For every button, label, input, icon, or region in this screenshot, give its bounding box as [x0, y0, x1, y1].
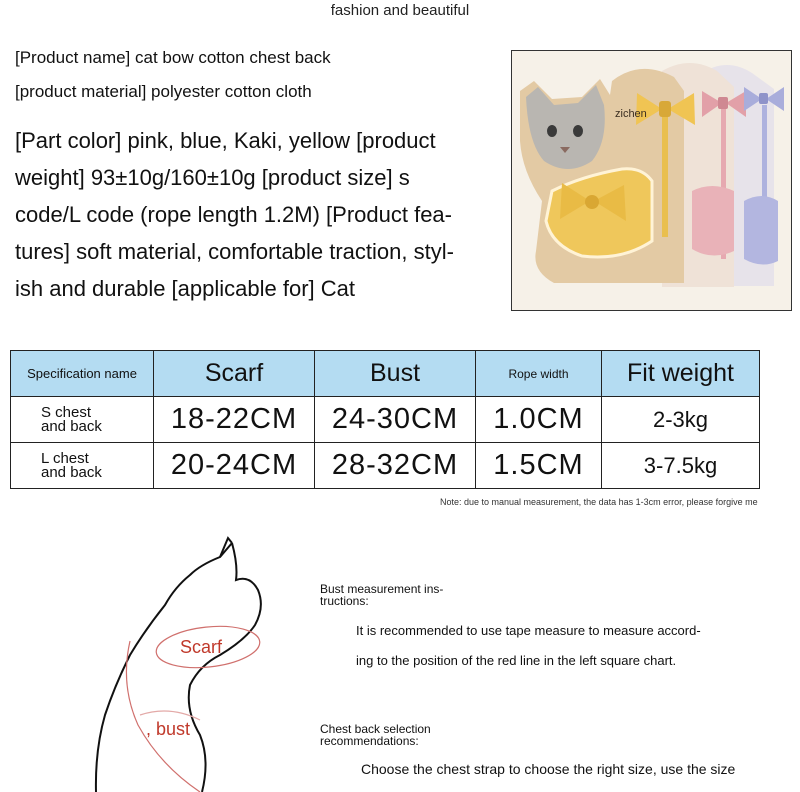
details-line: ish and durable [applicable for] Cat [15, 276, 355, 301]
row-name-line: L chest [41, 449, 89, 467]
row-name-line: and back [41, 463, 102, 481]
bust-instructions-line: ing to the position of the red line in the left square chart. [356, 653, 677, 668]
cell-rope: 1.5CM [476, 443, 602, 489]
bust-instructions-line: It is recommended to use tape measure to measure accord- [356, 623, 701, 638]
table-row [11, 443, 760, 489]
cell-weight: 3-7.5kg [602, 443, 760, 489]
cell-bust: 24-30CM [315, 397, 476, 443]
product-name-line: [Product name] cat bow cotton chest back [15, 48, 331, 67]
header-rope-width: Rope width [476, 351, 602, 397]
bust-instructions-heading [320, 583, 443, 607]
details-line: code/L code (rope length 1.2M) [Product fea- [15, 202, 452, 227]
chest-back-recommendations-heading [320, 723, 431, 747]
row-name-line: S chest [41, 403, 92, 421]
product-details [15, 122, 500, 307]
table-row [11, 397, 760, 443]
details-line: [Part color] pink, blue, Kaki, yellow [product [15, 128, 436, 153]
heading-line: Bust measurement ins- [320, 582, 444, 596]
scarf-label: Scarf [180, 637, 223, 657]
measurement-note: Note: due to manual measurement, the data has 1-3cm error, please forgive me [440, 497, 758, 507]
table-header-row [11, 351, 760, 397]
tagline: fashion and beautiful [330, 2, 470, 19]
cell-bust: 28-32CM [315, 443, 476, 489]
details-line: tures] soft material, comfortable traction, styl- [15, 239, 454, 264]
heading-line: recommendations: [320, 734, 419, 748]
cat-ear [220, 538, 232, 557]
heading-line: Chest back selection [320, 722, 431, 736]
header-scarf: Scarf [154, 351, 315, 397]
chest-back-recommendation-line: Choose the chest strap to choose the right size, use the size [361, 761, 736, 777]
spec-table [10, 350, 760, 489]
product-material-line: [product material] polyester cotton cloth [15, 82, 312, 101]
cell-scarf: 18-22CM [154, 397, 315, 443]
cell-scarf: 20-24CM [154, 443, 315, 489]
cell-rope: 1.0CM [476, 397, 602, 443]
header-spec-name: Specification name [11, 351, 154, 397]
cat-outline-back [96, 543, 232, 792]
cat-silhouette-diagram [60, 535, 300, 792]
heading-line: tructions: [320, 594, 369, 608]
details-line: weight] 93±10g/160±10g [product size] s [15, 165, 410, 190]
harness-display-illustration [512, 51, 791, 310]
bust-label: , bust [146, 719, 191, 739]
brand-text: zichen [615, 108, 647, 120]
cell-weight: 2-3kg [602, 397, 760, 443]
header-bust: Bust [315, 351, 476, 397]
row-name [11, 443, 154, 489]
header-fit-weight: Fit weight [602, 351, 760, 397]
product-photo [511, 50, 792, 311]
row-name [11, 397, 154, 443]
row-name-line: and back [41, 417, 102, 435]
bust-measure-line [126, 641, 200, 792]
